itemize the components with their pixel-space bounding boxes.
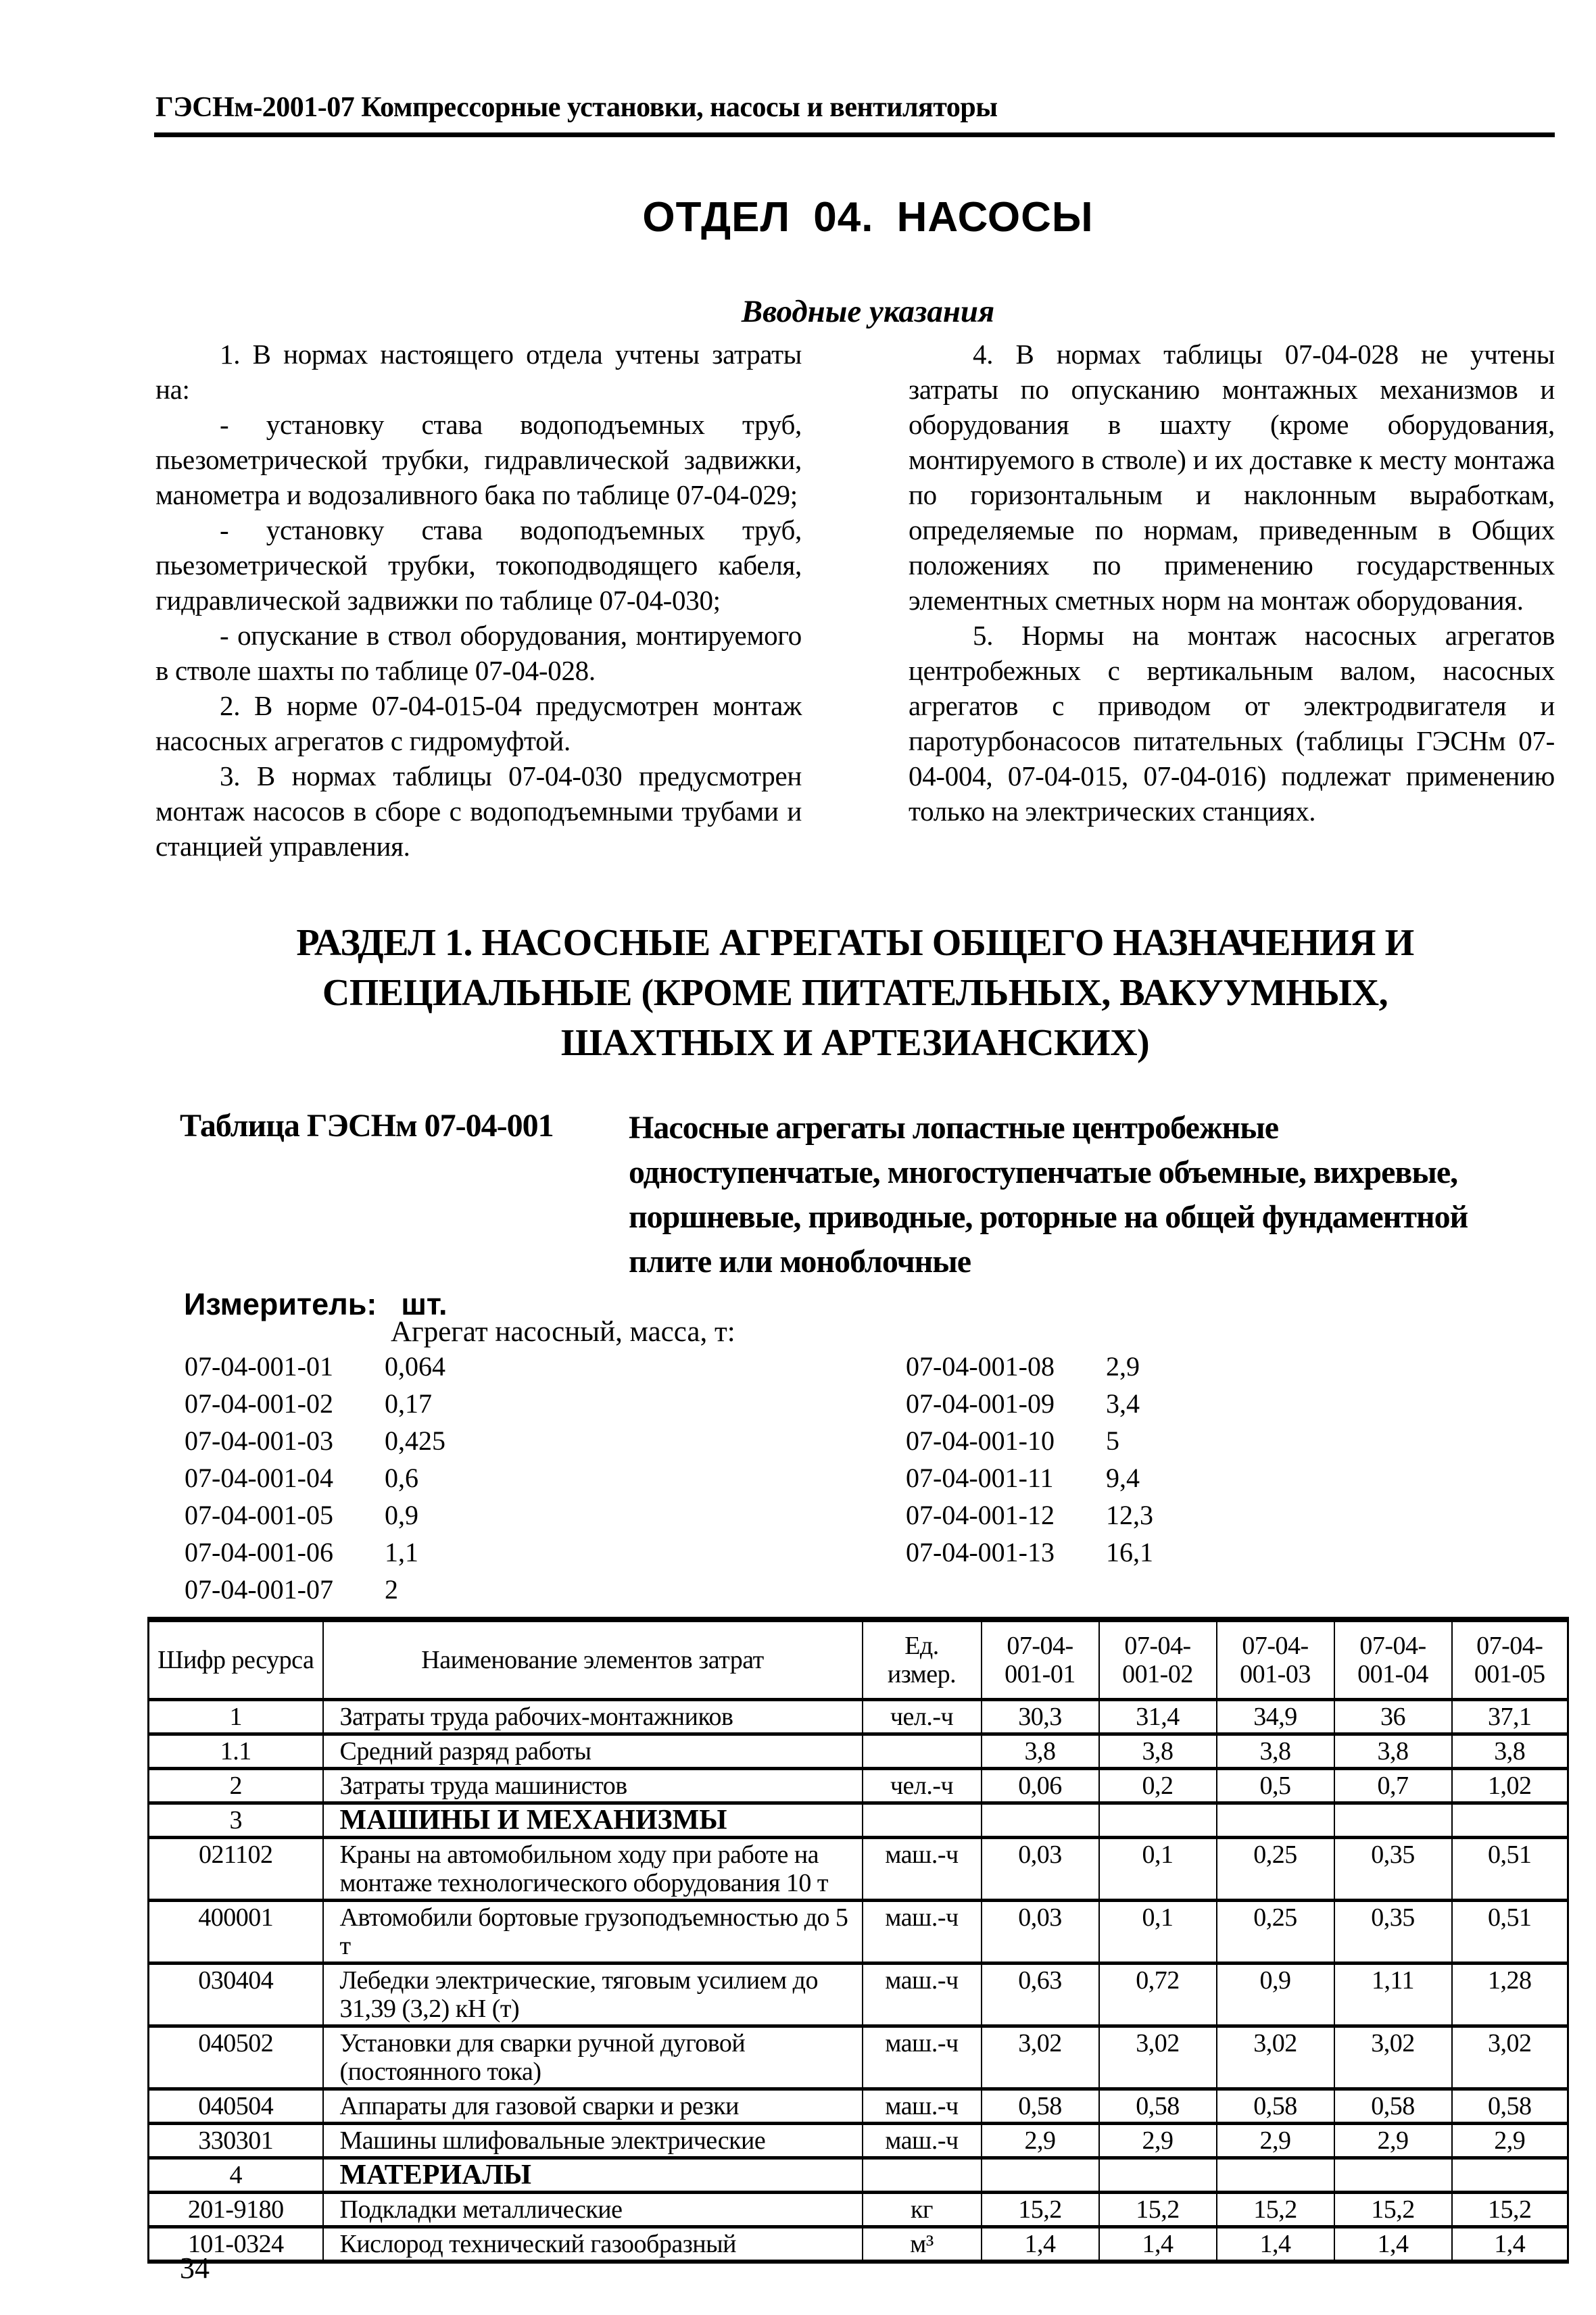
- codes-column-right: [906, 1348, 1153, 1571]
- row-value-cell: 1,02: [1452, 1769, 1568, 1803]
- row-code-cell: 3: [149, 1803, 323, 1838]
- running-header: ГЭСНм-2001-07 Компрессорные установки, насосы и вентиляторы: [155, 92, 998, 123]
- row-code-cell: 1.1: [149, 1734, 323, 1769]
- row-value-cell: 0,72: [1099, 1964, 1217, 2026]
- column-header: 07-04-001-03: [1217, 1619, 1334, 1700]
- column-header: 07-04-001-04: [1334, 1619, 1452, 1700]
- row-value-cell: [1334, 1803, 1452, 1838]
- norm-code: 07-04-001-04: [185, 1463, 333, 1493]
- row-value-cell: 0,58: [982, 2089, 1099, 2124]
- intro-paragraph: 3. В нормах таблицы 07-04-030 предусмотрен монтаж насосов в сборе с водоподъемными трубами и станцией управления.: [155, 760, 802, 862]
- row-value-cell: 3,02: [1452, 2026, 1568, 2089]
- intro-paragraph: 1. В нормах настоящего отдела учтены затраты на:: [155, 339, 802, 405]
- code-row: [185, 1385, 445, 1422]
- norm-code: 07-04-001-02: [185, 1388, 333, 1419]
- row-value-cell: 30,3: [982, 1700, 1099, 1734]
- row-value-cell: 3,02: [1217, 2026, 1334, 2089]
- row-name-cell: Средний разряд работы: [323, 1734, 863, 1769]
- row-value-cell: [1217, 1803, 1334, 1838]
- norm-mass-value: 0,17: [385, 1388, 432, 1419]
- row-name-cell: МАТЕРИАЛЫ: [323, 2158, 863, 2193]
- row-code-cell: 040502: [149, 2026, 323, 2089]
- intro-left-column: [155, 337, 802, 864]
- row-value-cell: 0,58: [1217, 2089, 1334, 2124]
- row-value-cell: 15,2: [1217, 2193, 1334, 2227]
- norm-code: 07-04-001-11: [906, 1463, 1054, 1493]
- table-title-line: поршневые, приводные, роторные на общей фундаментной: [629, 1199, 1468, 1235]
- table-row: [149, 1964, 1568, 2026]
- meter-label: Измеритель:: [184, 1287, 377, 1321]
- norm-code: 07-04-001-05: [185, 1500, 333, 1530]
- table-row: [149, 2158, 1568, 2193]
- row-code-cell: 030404: [149, 1964, 323, 2026]
- row-value-cell: 1,4: [982, 2227, 1099, 2262]
- row-value-cell: 0,25: [1217, 1838, 1334, 1901]
- row-name-cell: Кислород технический газообразный: [323, 2227, 863, 2262]
- norm-mass-value: 2,9: [1106, 1351, 1140, 1382]
- row-value-cell: 0,1: [1099, 1901, 1217, 1964]
- table-row: [149, 1838, 1568, 1901]
- row-value-cell: 37,1: [1452, 1700, 1568, 1734]
- row-unit-cell: чел.-ч: [863, 1700, 982, 1734]
- codes-column-left: [185, 1348, 445, 1608]
- cost-table: [147, 1617, 1569, 2264]
- row-name-cell: Затраты труда рабочих-монтажников: [323, 1700, 863, 1734]
- table-title-line: Насосные агрегаты лопастные центробежные: [629, 1110, 1279, 1146]
- row-value-cell: 2,9: [982, 2124, 1099, 2158]
- norm-mass-value: 0,9: [385, 1500, 418, 1530]
- row-name-cell: Автомобили бортовые грузоподъемностью до 5 т: [323, 1901, 863, 1964]
- row-value-cell: [1217, 2158, 1334, 2193]
- row-value-cell: 0,58: [1452, 2089, 1568, 2124]
- codes-header: Агрегат насосный, масса, т:: [391, 1316, 735, 1348]
- header-rule: [154, 132, 1555, 137]
- row-value-cell: 0,03: [982, 1838, 1099, 1901]
- table-row: [149, 1734, 1568, 1769]
- row-value-cell: 0,58: [1099, 2089, 1217, 2124]
- row-value-cell: 0,35: [1334, 1838, 1452, 1901]
- table-caption-block: [180, 1106, 1555, 1284]
- row-value-cell: 1,4: [1452, 2227, 1568, 2262]
- norm-mass-value: 1,1: [385, 1537, 418, 1567]
- row-value-cell: 3,02: [1334, 2026, 1452, 2089]
- table-row: [149, 1769, 1568, 1803]
- row-code-cell: 101-0324: [149, 2227, 323, 2262]
- row-name-cell: МАШИНЫ И МЕХАНИЗМЫ: [323, 1803, 863, 1838]
- table-row: [149, 2026, 1568, 2089]
- intro-right-column: [909, 337, 1555, 864]
- row-value-cell: [982, 1803, 1099, 1838]
- column-header: 07-04-001-05: [1452, 1619, 1568, 1700]
- code-row: [185, 1459, 445, 1496]
- norm-mass-value: 16,1: [1106, 1537, 1153, 1567]
- row-unit-cell: маш.-ч: [863, 2124, 982, 2158]
- row-unit-cell: [863, 1734, 982, 1769]
- row-value-cell: 1,4: [1099, 2227, 1217, 2262]
- table-title: [629, 1106, 1555, 1284]
- row-unit-cell: маш.-ч: [863, 1901, 982, 1964]
- norm-mass-value: 0,425: [385, 1425, 445, 1456]
- row-value-cell: 0,1: [1099, 1838, 1217, 1901]
- intro-columns: [155, 337, 1555, 864]
- code-row: [185, 1348, 445, 1385]
- row-code-cell: 330301: [149, 2124, 323, 2158]
- row-unit-cell: [863, 1803, 982, 1838]
- row-code-cell: 1: [149, 1700, 323, 1734]
- row-value-cell: 3,02: [1099, 2026, 1217, 2089]
- code-row: [185, 1571, 445, 1608]
- column-header: Ед. измер.: [863, 1619, 982, 1700]
- otdel-title: ОТДЕЛ 04. НАСОСЫ: [642, 194, 1094, 241]
- row-unit-cell: маш.-ч: [863, 1964, 982, 2026]
- row-value-cell: [982, 2158, 1099, 2193]
- norm-mass-value: 0,064: [385, 1351, 445, 1382]
- norm-code: 07-04-001-06: [185, 1537, 333, 1567]
- intro-paragraph: - установку става водоподъемных труб, пьезометрической трубки, токоподводящего кабеля, гидравлической задвижки по таблице 07-04-030;: [155, 514, 802, 616]
- row-unit-cell: м³: [863, 2227, 982, 2262]
- column-header: Наименование элементов затрат: [323, 1619, 863, 1700]
- row-value-cell: 3,8: [1099, 1734, 1217, 1769]
- intro-paragraph: 5. Нормы на монтаж насосных агрегатов центробежных с вертикальным валом, насосных агрегатов с приводом от электродвигателя и паротурбонасосов питательных (таблицы ГЭСНм 07-04-004, 07-04-015, 07-04-016) подлежат применению только на электрических станциях.: [909, 620, 1555, 827]
- row-name-cell: Машины шлифовальные электрические: [323, 2124, 863, 2158]
- norm-code: 07-04-001-12: [906, 1500, 1055, 1530]
- norm-code: 07-04-001-09: [906, 1388, 1055, 1419]
- row-unit-cell: чел.-ч: [863, 1769, 982, 1803]
- norm-mass-value: 12,3: [1106, 1500, 1153, 1530]
- code-row: [906, 1422, 1153, 1459]
- code-row: [906, 1348, 1153, 1385]
- row-unit-cell: маш.-ч: [863, 1838, 982, 1901]
- row-value-cell: 0,03: [982, 1901, 1099, 1964]
- row-value-cell: 0,5: [1217, 1769, 1334, 1803]
- code-row: [906, 1534, 1153, 1571]
- table-caption: Таблица ГЭСНм 07-04-001: [180, 1108, 554, 1144]
- row-value-cell: 2,9: [1334, 2124, 1452, 2158]
- intro-heading: Вводные указания: [741, 294, 995, 329]
- table-row: [149, 2089, 1568, 2124]
- row-value-cell: 15,2: [1099, 2193, 1217, 2227]
- norm-code: 07-04-001-03: [185, 1425, 333, 1456]
- meter-value: шт.: [401, 1287, 448, 1321]
- row-value-cell: [1099, 2158, 1217, 2193]
- column-header: 07-04-001-02: [1099, 1619, 1217, 1700]
- row-value-cell: 3,02: [982, 2026, 1099, 2089]
- razdel-line: РАЗДЕЛ 1. НАСОСНЫЕ АГРЕГАТЫ ОБЩЕГО НАЗНАЧЕНИЯ И: [296, 922, 1414, 964]
- row-value-cell: 1,11: [1334, 1964, 1452, 2026]
- row-value-cell: [1099, 1803, 1217, 1838]
- row-name-cell: Лебедки электрические, тяговым усилием до 31,39 (3,2) кН (т): [323, 1964, 863, 2026]
- row-code-cell: 400001: [149, 1901, 323, 1964]
- row-value-cell: 0,06: [982, 1769, 1099, 1803]
- norm-mass-value: 3,4: [1106, 1388, 1140, 1419]
- row-value-cell: 34,9: [1217, 1700, 1334, 1734]
- razdel-heading: [155, 918, 1555, 1068]
- norm-code: 07-04-001-10: [906, 1425, 1055, 1456]
- code-row: [185, 1496, 445, 1534]
- page-number: 34: [180, 2251, 210, 2285]
- code-row: [906, 1459, 1153, 1496]
- intro-paragraph: 4. В нормах таблицы 07-04-028 не учтены затраты по опусканию монтажных механизмов и оборудования в шахту (кроме оборудования, монтируемого в стволе) и их доставке к месту монтажа по горизонтальным и наклонным выработкам, определяемые по нормам, приведенным в Общих положениях по применению государственных элементных сметных норм на монтаж оборудования.: [909, 339, 1555, 616]
- row-value-cell: 0,35: [1334, 1901, 1452, 1964]
- code-row: [185, 1534, 445, 1571]
- intro-paragraph: 2. В норме 07-04-015-04 предусмотрен монтаж насосных агрегатов с гидромуфтой.: [155, 690, 802, 756]
- code-row: [906, 1385, 1153, 1422]
- table-row: [149, 2227, 1568, 2262]
- row-value-cell: 1,4: [1217, 2227, 1334, 2262]
- row-value-cell: 1,4: [1334, 2227, 1452, 2262]
- code-row: [185, 1422, 445, 1459]
- row-value-cell: 0,51: [1452, 1838, 1568, 1901]
- norm-mass-value: 5: [1106, 1425, 1119, 1456]
- row-value-cell: 2,9: [1452, 2124, 1568, 2158]
- column-header: Шифр ресурса: [149, 1619, 323, 1700]
- intro-paragraph: - опускание в ствол оборудования, монтируемого в стволе шахты по таблице 07-04-028.: [155, 620, 802, 686]
- code-row: [906, 1496, 1153, 1534]
- table-row: [149, 2124, 1568, 2158]
- row-value-cell: 36: [1334, 1700, 1452, 1734]
- norm-code: 07-04-001-01: [185, 1351, 333, 1382]
- row-value-cell: 3,8: [982, 1734, 1099, 1769]
- norm-mass-value: 0,6: [385, 1463, 418, 1493]
- row-unit-cell: маш.-ч: [863, 2089, 982, 2124]
- row-code-cell: 2: [149, 1769, 323, 1803]
- razdel-line: ШАХТНЫХ И АРТЕЗИАНСКИХ): [560, 1022, 1150, 1064]
- row-code-cell: 021102: [149, 1838, 323, 1901]
- row-value-cell: 3,8: [1334, 1734, 1452, 1769]
- table-row: [149, 2193, 1568, 2227]
- row-code-cell: 4: [149, 2158, 323, 2193]
- cost-table-header-row: [149, 1619, 1568, 1700]
- row-code-cell: 201-9180: [149, 2193, 323, 2227]
- table-row: [149, 1700, 1568, 1734]
- row-value-cell: 0,9: [1217, 1964, 1334, 2026]
- norm-code: 07-04-001-08: [906, 1351, 1055, 1382]
- norm-mass-value: 2: [385, 1574, 398, 1605]
- row-value-cell: [1452, 1803, 1568, 1838]
- row-value-cell: [1452, 2158, 1568, 2193]
- norm-code: 07-04-001-13: [906, 1537, 1055, 1567]
- row-unit-cell: кг: [863, 2193, 982, 2227]
- row-unit-cell: [863, 2158, 982, 2193]
- column-header: 07-04-001-01: [982, 1619, 1099, 1700]
- row-value-cell: 2,9: [1099, 2124, 1217, 2158]
- table-row: [149, 1803, 1568, 1838]
- table-title-line: одноступенчатые, многоступенчатые объемные, вихревые,: [629, 1154, 1458, 1190]
- row-name-cell: Краны на автомобильном ходу при работе на монтаже технологического оборудования 10 т: [323, 1838, 863, 1901]
- row-value-cell: 15,2: [1334, 2193, 1452, 2227]
- row-value-cell: 0,25: [1217, 1901, 1334, 1964]
- row-code-cell: 040504: [149, 2089, 323, 2124]
- row-name-cell: Подкладки металлические: [323, 2193, 863, 2227]
- row-name-cell: Затраты труда машинистов: [323, 1769, 863, 1803]
- row-value-cell: 0,51: [1452, 1901, 1568, 1964]
- row-value-cell: 3,8: [1452, 1734, 1568, 1769]
- row-value-cell: 1,28: [1452, 1964, 1568, 2026]
- row-value-cell: 31,4: [1099, 1700, 1217, 1734]
- table-row: [149, 1901, 1568, 1964]
- row-value-cell: 3,8: [1217, 1734, 1334, 1769]
- row-value-cell: 0,58: [1334, 2089, 1452, 2124]
- row-name-cell: Установки для сварки ручной дуговой (постоянного тока): [323, 2026, 863, 2089]
- razdel-line: СПЕЦИАЛЬНЫЕ (КРОМЕ ПИТАТЕЛЬНЫХ, ВАКУУМНЫХ,: [322, 972, 1388, 1014]
- intro-paragraph: - установку става водоподъемных труб, пьезометрической трубки, гидравлической задвижки, манометра и водозаливного бака по таблице 07-04-029;: [155, 409, 802, 510]
- row-value-cell: 2,9: [1217, 2124, 1334, 2158]
- norm-code: 07-04-001-07: [185, 1574, 333, 1605]
- table-title-line: плите или моноблочные: [629, 1244, 971, 1280]
- row-value-cell: 0,2: [1099, 1769, 1217, 1803]
- row-value-cell: 0,63: [982, 1964, 1099, 2026]
- row-value-cell: 0,7: [1334, 1769, 1452, 1803]
- row-value-cell: [1334, 2158, 1452, 2193]
- norm-mass-value: 9,4: [1106, 1463, 1140, 1493]
- row-value-cell: 15,2: [982, 2193, 1099, 2227]
- row-unit-cell: маш.-ч: [863, 2026, 982, 2089]
- row-value-cell: 15,2: [1452, 2193, 1568, 2227]
- row-name-cell: Аппараты для газовой сварки и резки: [323, 2089, 863, 2124]
